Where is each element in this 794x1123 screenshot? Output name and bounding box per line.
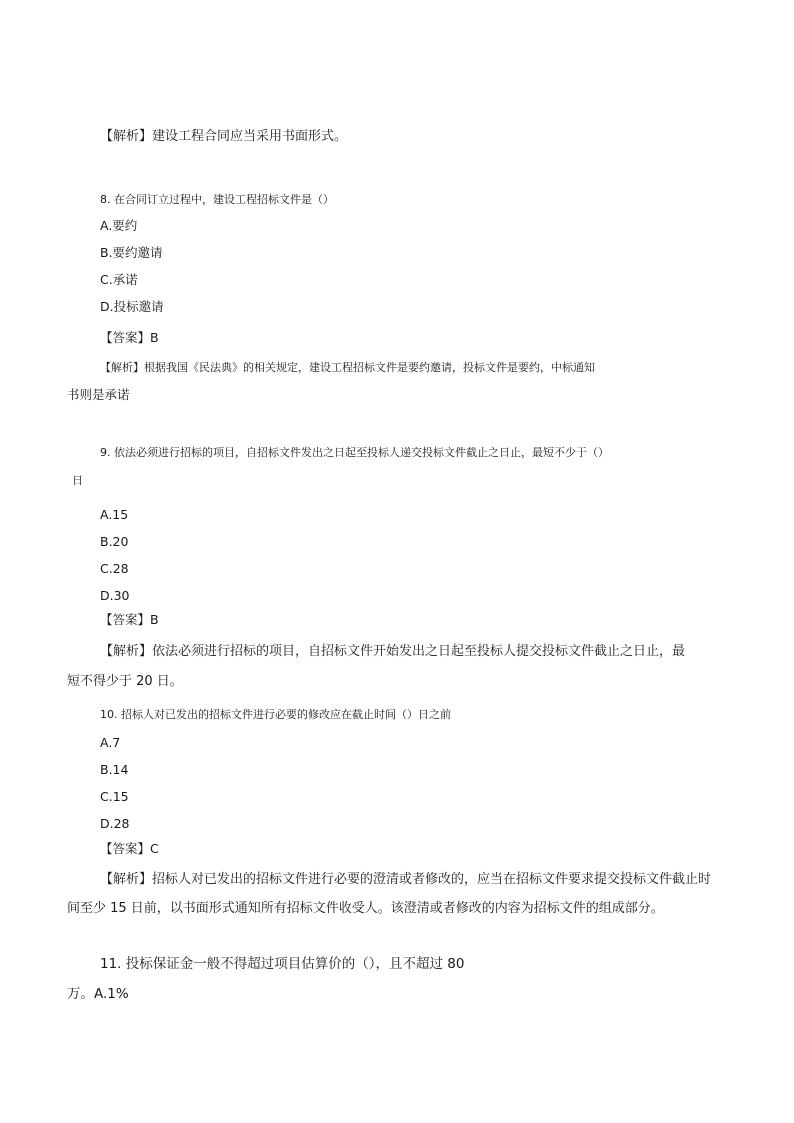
- q9-stem-line1: 9. 依法必须进行招标的项目，自招标文件发出之日起至投标人递交投标文件截止之日止，最短不少于（）: [100, 446, 609, 459]
- q8-answer: 【答案】B: [100, 330, 159, 345]
- q10-analysis-line1: 【解析】招标人对已发出的招标文件进行必要的澄清或者修改的，应当在招标文件要求提交投标文件截止时: [100, 872, 712, 887]
- q10-option-b: B.14: [100, 762, 129, 777]
- q8-analysis-line1: 【解析】根据我国《民法典》的相关规定，建设工程招标文件是要约邀请，投标文件是要约，中标通知: [100, 361, 595, 374]
- q9-option-d: D.30: [100, 588, 130, 603]
- q10-option-c: C.15: [100, 789, 129, 804]
- q10-stem: 10. 招标人对已发出的招标文件进行必要的修改应在截止时间（）日之前: [100, 708, 451, 721]
- q10-option-a: A.7: [100, 735, 121, 750]
- q8-analysis-line2: 书则是承诺: [67, 387, 130, 402]
- q10-answer: 【答案】C: [100, 841, 159, 856]
- q9-option-a: A.15: [100, 507, 129, 522]
- q8-option-c: C.承诺: [100, 272, 138, 287]
- q9-stem-line2: 日: [72, 474, 83, 487]
- q9-option-c: C.28: [100, 561, 129, 576]
- q9-analysis-line1: 【解析】依法必须进行招标的项目，自招标文件开始发出之日起至投标人提交投标文件截止之日止，最: [100, 644, 686, 659]
- q9-answer: 【答案】B: [100, 612, 159, 627]
- q11-stem-line2: 万。A.1%: [67, 986, 129, 1002]
- q8-option-d: D.投标邀请: [100, 299, 164, 314]
- q7-analysis: 【解析】建设工程合同应当采用书面形式。: [100, 129, 348, 144]
- q9-analysis-line2: 短不得少于 20 日。: [67, 674, 183, 689]
- q10-analysis-line2: 间至少 15 日前，以书面形式通知所有招标文件收受人。该澄清或者修改的内容为招标文件的组成部分。: [67, 901, 664, 916]
- q10-option-d: D.28: [100, 816, 130, 831]
- q8-option-a: A.要约: [100, 218, 138, 233]
- q8-stem: 8. 在合同订立过程中，建设工程招标文件是（）: [100, 193, 334, 206]
- q8-option-b: B.要约邀请: [100, 245, 163, 260]
- q9-option-b: B.20: [100, 534, 129, 549]
- q11-stem-line1: 11. 投标保证金一般不得超过项目估算价的（），且不超过 80: [100, 956, 465, 972]
